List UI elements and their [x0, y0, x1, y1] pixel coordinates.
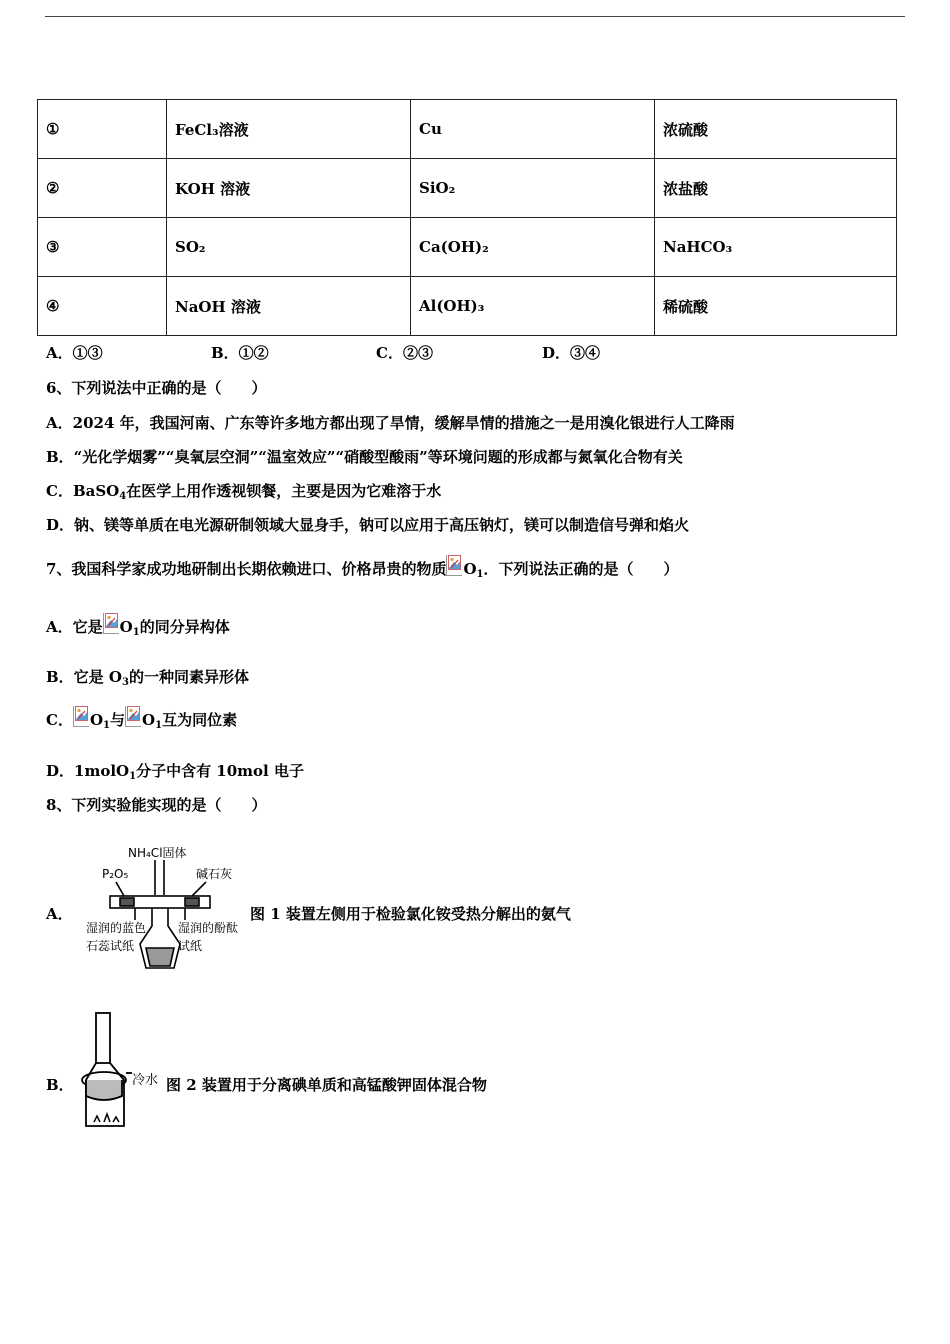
q7-option-c-o1-sub: 1 — [103, 720, 110, 731]
table-cell: FeCl₃溶液 — [167, 100, 411, 159]
q7-option-c-o1: O — [89, 711, 104, 729]
fig1-limestone-label: 碱石灰 — [196, 867, 233, 881]
broken-image-icon — [73, 706, 89, 727]
fig1-right-paper-label-1: 湿润的酚酞 — [178, 921, 239, 935]
q6-option-c-sub: 4 — [119, 491, 127, 502]
q7-option-d-sub: 1 — [129, 771, 137, 782]
q7-option-a-pre: A．它是 — [46, 618, 103, 636]
q5-choice-a[interactable]: A．①③ — [46, 344, 103, 362]
q7-option-b[interactable] — [46, 666, 249, 687]
fig1-right-paper-label-2: 试纸 — [178, 939, 203, 953]
table-cell: ③ — [38, 218, 167, 277]
q7-stem — [46, 548, 679, 590]
table-row — [38, 159, 897, 218]
table-row — [38, 100, 897, 159]
q7-option-a-post: 的同分异构体 — [139, 618, 230, 636]
q7-option-a-o-sub: 1 — [132, 627, 140, 638]
q7-option-c-post: 互为同位素 — [162, 711, 238, 729]
table-cell: ② — [38, 159, 167, 218]
table-cell: NaHCO₃ — [655, 218, 897, 277]
fig1-p2o5-label: P₂O₅ — [102, 867, 129, 881]
broken-image-icon — [103, 613, 119, 634]
broken-image-icon — [446, 555, 462, 576]
q7-stem-pre: 7、我国科学家成功地研制出长期依赖进口、价格昂贵的物质 — [46, 560, 447, 578]
q7-option-c-pre: C． — [46, 711, 73, 729]
table-cell: Cu — [411, 100, 655, 159]
q7-option-d[interactable] — [46, 760, 304, 781]
table-cell: 浓硫酸 — [655, 100, 897, 159]
fig1-left-paper-label-1: 湿润的蓝色 — [86, 921, 147, 935]
q7-option-a-o: O — [119, 618, 133, 636]
table-row — [38, 218, 897, 277]
q6-option-d[interactable]: D．钠、镁等单质在电光源研制领域大显身手，钠可以应用于高压钠灯，镁可以制造信号弹和焰火 — [46, 516, 690, 534]
q6-stem: 6、下列说法中正确的是（ ） — [46, 379, 267, 397]
q7-option-b-sub: 3 — [121, 677, 129, 688]
figure-1-apparatus — [80, 840, 250, 975]
q6-option-b[interactable]: B．“光化学烟雾”“臭氧层空洞”“温室效应”“硝酸型酸雨”等环境问题的形成都与氮氧化合物有关 — [46, 448, 683, 466]
q5-choices — [46, 342, 746, 362]
q7-option-d-pre: D．1molO — [46, 762, 130, 780]
fig1-left-paper-label-2: 石蕊试纸 — [86, 939, 135, 953]
q7-option-c-o2-sub: 1 — [155, 720, 163, 731]
table-cell: Al(OH)₃ — [411, 277, 655, 336]
q5-choice-b[interactable]: B．①② — [211, 344, 269, 362]
q8-option-a-text: 图 1 装置左侧用于检验氯化铵受热分解出的氨气 — [250, 905, 571, 923]
q7-option-c-o2: O — [142, 711, 156, 729]
q8-option-b-text: 图 2 装置用于分离碘单质和高锰酸钾固体混合物 — [166, 1076, 487, 1094]
reagent-table — [37, 99, 897, 336]
q7-option-a[interactable] — [46, 606, 230, 648]
figure-2-apparatus — [80, 1008, 170, 1133]
broken-image-icon — [125, 706, 141, 727]
q7-option-b-pre: B．它是 O — [46, 668, 122, 686]
table-row — [38, 277, 897, 336]
fig1-nh4cl-label: NH₄Cl固体 — [128, 846, 187, 860]
q6-option-c-pre: C．BaSO — [46, 482, 120, 500]
q8-stem: 8、下列实验能实现的是（ ） — [46, 796, 267, 814]
table-cell: 浓盐酸 — [655, 159, 897, 218]
q5-choice-c[interactable]: C．②③ — [376, 344, 433, 362]
q7-option-b-post: 的一种同素异形体 — [128, 668, 249, 686]
q7-option-c[interactable] — [46, 699, 237, 741]
table-cell: ④ — [38, 277, 167, 336]
table-cell: 稀硫酸 — [655, 277, 897, 336]
table-cell: Ca(OH)₂ — [411, 218, 655, 277]
table-cell: NaOH 溶液 — [167, 277, 411, 336]
table-cell: KOH 溶液 — [167, 159, 411, 218]
q7-stem-o-sub: 1 — [476, 569, 484, 580]
table-cell: SiO₂ — [411, 159, 655, 218]
q6-option-a[interactable]: A．2024 年，我国河南、广东等许多地方都出现了旱情，缓解旱情的措施之一是用溴化银进行人工降雨 — [46, 414, 735, 432]
header-rule — [45, 16, 905, 17]
table-cell: SO₂ — [167, 218, 411, 277]
q7-option-c-mid: 与 — [110, 711, 126, 729]
q8-option-b-label[interactable]: B． — [46, 1076, 74, 1094]
q7-stem-post: ．下列说法正确的是（ ） — [483, 560, 679, 578]
q6-option-c-post: 在医学上用作透视钡餐，主要是因为它难溶于水 — [126, 482, 442, 500]
q7-option-d-post: 分子中含有 10mol 电子 — [136, 762, 304, 780]
q7-stem-o: O — [463, 560, 477, 578]
q8-option-a-label[interactable]: A． — [46, 905, 73, 923]
q6-option-c[interactable] — [46, 480, 441, 501]
q5-choice-d[interactable]: D．③④ — [542, 344, 601, 362]
table-cell: ① — [38, 100, 167, 159]
fig2-cold-water-label: 冷水 — [132, 1073, 159, 1088]
